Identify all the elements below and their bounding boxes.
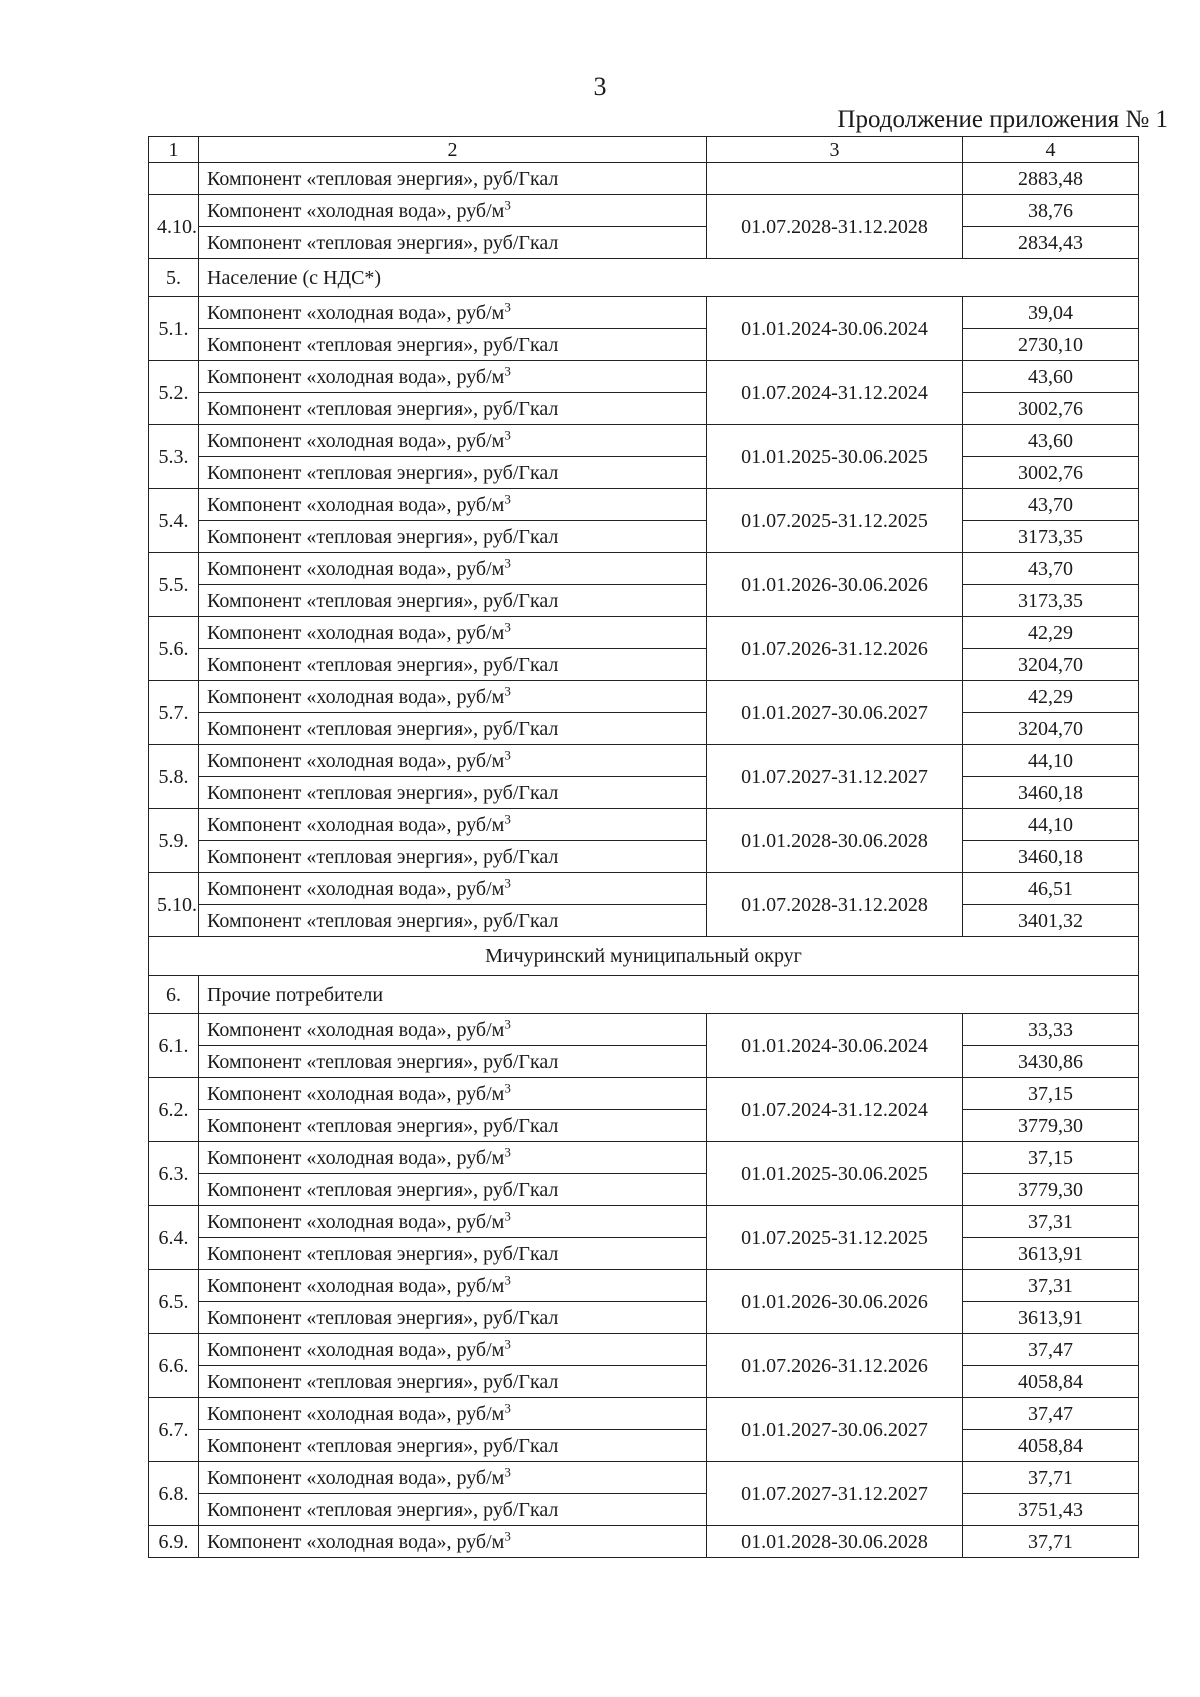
component-label-heat-energy: Компонент «тепловая энергия», руб/Гкал — [199, 585, 707, 617]
superscript-3: 3 — [504, 1207, 511, 1223]
component-label-cold-water — [199, 195, 707, 227]
component-label-heat-energy: Компонент «тепловая энергия», руб/Гкал — [199, 1366, 707, 1398]
component-label-cold-water — [199, 809, 707, 841]
component-label-text: Компонент «холодная вода», руб/м — [207, 1530, 505, 1553]
table-row-heat-energy — [149, 227, 1139, 259]
header-cell: 4 — [963, 137, 1139, 163]
period-cell: 01.07.2027-31.12.2027 — [707, 745, 963, 809]
period-cell: 01.01.2024-30.06.2024 — [707, 1014, 963, 1078]
header-cell: 1 — [149, 137, 199, 163]
header-cell: 3 — [707, 137, 963, 163]
period-cell: 01.07.2024-31.12.2024 — [707, 361, 963, 425]
row-number: 6.5. — [149, 1270, 199, 1334]
tariff-table-body — [149, 137, 1139, 1558]
period-cell: 01.07.2026-31.12.2026 — [707, 617, 963, 681]
period-cell: 01.07.2025-31.12.2025 — [707, 1206, 963, 1270]
table-row-heat-energy — [149, 713, 1139, 745]
table-row-cold-water — [149, 745, 1139, 777]
continuation-title: Продолжение приложения № 1 — [837, 106, 1168, 133]
table-row-cold-water — [149, 297, 1139, 329]
period-cell: 01.01.2026-30.06.2026 — [707, 553, 963, 617]
component-label-text: Компонент «холодная вода», руб/м — [207, 365, 505, 388]
component-label-cold-water — [199, 1014, 707, 1046]
row-number: 6.3. — [149, 1142, 199, 1206]
component-label-cold-water — [199, 361, 707, 393]
component-label-heat-energy: Компонент «тепловая энергия», руб/Гкал — [199, 841, 707, 873]
period-cell: 01.01.2026-30.06.2026 — [707, 1270, 963, 1334]
component-label-cold-water — [199, 1142, 707, 1174]
component-label-text: Компонент «холодная вода», руб/м — [207, 1018, 505, 1041]
component-label-heat-energy: Компонент «тепловая энергия», руб/Гкал — [199, 393, 707, 425]
row-number-cell — [149, 163, 199, 195]
period-cell: 01.01.2028-30.06.2028 — [707, 809, 963, 873]
table-row-cold-water — [149, 617, 1139, 649]
component-label-heat-energy: Компонент «тепловая энергия», руб/Гкал — [199, 713, 707, 745]
heat-energy-value: 3613,91 — [963, 1238, 1139, 1270]
component-label-cold-water — [199, 1270, 707, 1302]
row-number: 5.4. — [149, 489, 199, 553]
component-label-text: Компонент «холодная вода», руб/м — [207, 1402, 505, 1425]
component-label-cold-water — [199, 1334, 707, 1366]
table-row-cold-water — [149, 1270, 1139, 1302]
cold-water-value: 37,71 — [963, 1526, 1139, 1558]
component-label-cold-water — [199, 553, 707, 585]
period-cell: 01.07.2025-31.12.2025 — [707, 489, 963, 553]
table-row-heat-energy — [149, 1430, 1139, 1462]
component-label-heat-energy: Компонент «тепловая энергия», руб/Гкал — [199, 329, 707, 361]
table-row-heat-energy — [149, 393, 1139, 425]
component-label-cold-water — [199, 1462, 707, 1494]
table-row-heat-energy — [149, 457, 1139, 489]
heat-energy-value: 3779,30 — [963, 1174, 1139, 1206]
row-number: 6.6. — [149, 1334, 199, 1398]
component-label-heat-energy: Компонент «тепловая энергия», руб/Гкал — [199, 1494, 707, 1526]
row-number: 4.10. — [149, 195, 199, 259]
superscript-3: 3 — [504, 1399, 511, 1415]
superscript-3: 3 — [504, 1463, 511, 1479]
component-label-text: Компонент «холодная вода», руб/м — [207, 1338, 505, 1361]
cold-water-value: 44,10 — [963, 809, 1139, 841]
component-label-cold-water — [199, 1078, 707, 1110]
component-label-heat-energy: Компонент «тепловая энергия», руб/Гкал — [199, 1302, 707, 1334]
superscript-3: 3 — [504, 874, 511, 890]
table-row-heat-energy — [149, 1046, 1139, 1078]
component-label-cold-water — [199, 873, 707, 905]
heat-energy-value: 3779,30 — [963, 1110, 1139, 1142]
cold-water-value: 37,31 — [963, 1270, 1139, 1302]
component-label-text: Компонент «холодная вода», руб/м — [207, 1146, 505, 1169]
table-row-heat-energy — [149, 905, 1139, 937]
district-row — [149, 937, 1139, 976]
component-label-text: Компонент «холодная вода», руб/м — [207, 877, 505, 900]
component-label-text: Компонент «холодная вода», руб/м — [207, 621, 505, 644]
table-row-heat-energy — [149, 841, 1139, 873]
row-number: 6.2. — [149, 1078, 199, 1142]
heat-energy-value: 3204,70 — [963, 649, 1139, 681]
table-row-heat-energy — [149, 1238, 1139, 1270]
superscript-3: 3 — [504, 1335, 511, 1351]
heat-energy-value: 2834,43 — [963, 227, 1139, 259]
cold-water-value: 37,47 — [963, 1398, 1139, 1430]
table-row-cold-water — [149, 553, 1139, 585]
table-row-cold-water — [149, 681, 1139, 713]
row-number: 5.6. — [149, 617, 199, 681]
cold-water-value: 46,51 — [963, 873, 1139, 905]
district-title: Мичуринский муниципальный округ — [149, 937, 1139, 976]
superscript-3: 3 — [504, 746, 511, 762]
component-label-cold-water — [199, 1398, 707, 1430]
table-row-cold-water — [149, 195, 1139, 227]
table-row-heat-energy — [149, 1366, 1139, 1398]
component-label-heat-energy: Компонент «тепловая энергия», руб/Гкал — [199, 457, 707, 489]
row-number: 6.8. — [149, 1462, 199, 1526]
section-row — [149, 976, 1139, 1014]
heat-energy-value: 3613,91 — [963, 1302, 1139, 1334]
cold-water-value: 44,10 — [963, 745, 1139, 777]
component-label-cold-water — [199, 297, 707, 329]
period-cell: 01.01.2028-30.06.2028 — [707, 1526, 963, 1558]
superscript-3: 3 — [504, 1015, 511, 1031]
component-label-cold-water — [199, 425, 707, 457]
table-row-heat-energy — [149, 777, 1139, 809]
cold-water-value: 38,76 — [963, 195, 1139, 227]
component-label-cold-water — [199, 1206, 707, 1238]
period-cell: 01.01.2027-30.06.2027 — [707, 681, 963, 745]
period-cell: 01.01.2024-30.06.2024 — [707, 297, 963, 361]
period-cell — [707, 163, 963, 195]
table-row-cold-water — [149, 425, 1139, 457]
heat-energy-value: 3002,76 — [963, 393, 1139, 425]
period-cell: 01.01.2025-30.06.2025 — [707, 425, 963, 489]
row-number: 5.10. — [149, 873, 199, 937]
table-row-heat-energy — [149, 649, 1139, 681]
table-row-heat-energy — [149, 329, 1139, 361]
table-row-cold-water — [149, 1014, 1139, 1046]
component-label-cold-water — [199, 617, 707, 649]
cold-water-value: 37,47 — [963, 1334, 1139, 1366]
component-label-cold-water — [199, 1526, 707, 1558]
component-label-heat-energy: Компонент «тепловая энергия», руб/Гкал — [199, 649, 707, 681]
superscript-3: 3 — [504, 682, 511, 698]
row-number: 5.2. — [149, 361, 199, 425]
cold-water-value: 43,70 — [963, 489, 1139, 521]
heat-energy-value: 2730,10 — [963, 329, 1139, 361]
superscript-3: 3 — [504, 810, 511, 826]
table-row-cold-water — [149, 1078, 1139, 1110]
cold-water-value: 39,04 — [963, 297, 1139, 329]
period-cell: 01.07.2028-31.12.2028 — [707, 195, 963, 259]
component-label-text: Компонент «холодная вода», руб/м — [207, 301, 505, 324]
component-label-heat-energy: Компонент «тепловая энергия», руб/Гкал — [199, 521, 707, 553]
component-label-text: Компонент «холодная вода», руб/м — [207, 429, 505, 452]
period-cell: 01.01.2027-30.06.2027 — [707, 1398, 963, 1462]
component-label-heat-energy: Компонент «тепловая энергия», руб/Гкал — [199, 777, 707, 809]
superscript-3: 3 — [504, 362, 511, 378]
table-row-cold-water — [149, 1334, 1139, 1366]
superscript-3: 3 — [504, 1271, 511, 1287]
table-row-heat-energy — [149, 1302, 1139, 1334]
row-number: 6.7. — [149, 1398, 199, 1462]
component-label-text: Компонент «холодная вода», руб/м — [207, 1082, 505, 1105]
heat-energy-value: 3751,43 — [963, 1494, 1139, 1526]
superscript-3: 3 — [504, 554, 511, 570]
period-cell: 01.07.2026-31.12.2026 — [707, 1334, 963, 1398]
table-row-heat-energy — [149, 585, 1139, 617]
heat-energy-value: 4058,84 — [963, 1430, 1139, 1462]
page-number: 3 — [593, 72, 607, 101]
component-label-text: Компонент «холодная вода», руб/м — [207, 685, 505, 708]
row-number: 5.9. — [149, 809, 199, 873]
period-cell: 01.07.2027-31.12.2027 — [707, 1462, 963, 1526]
heat-energy-value: 3002,76 — [963, 457, 1139, 489]
row-number: 6.1. — [149, 1014, 199, 1078]
table-row-heat-energy — [149, 1494, 1139, 1526]
superscript-3: 3 — [504, 1143, 511, 1159]
row-number: 5.8. — [149, 745, 199, 809]
heat-energy-value: 3460,18 — [963, 777, 1139, 809]
heat-energy-value: 3460,18 — [963, 841, 1139, 873]
row-number: 5.5. — [149, 553, 199, 617]
header-cell: 2 — [199, 137, 707, 163]
section-title: Население (с НДС*) — [199, 259, 1139, 297]
table-row-cold-water — [149, 809, 1139, 841]
component-label-text: Компонент «холодная вода», руб/м — [207, 493, 505, 516]
table-row-cold-water — [149, 1462, 1139, 1494]
component-label-cold-water — [199, 489, 707, 521]
section-number: 5. — [149, 259, 199, 297]
superscript-3: 3 — [504, 1079, 511, 1095]
table-row-heat-energy — [149, 1174, 1139, 1206]
component-label-text: Компонент «холодная вода», руб/м — [207, 199, 505, 222]
heat-energy-value: 3430,86 — [963, 1046, 1139, 1078]
table-row-cold-water — [149, 873, 1139, 905]
heat-energy-value: 3401,32 — [963, 905, 1139, 937]
superscript-3: 3 — [504, 1527, 511, 1543]
cold-water-value: 43,70 — [963, 553, 1139, 585]
period-cell: 01.01.2025-30.06.2025 — [707, 1142, 963, 1206]
component-label-text: Компонент «холодная вода», руб/м — [207, 1274, 505, 1297]
superscript-3: 3 — [504, 426, 511, 442]
superscript-3: 3 — [504, 196, 511, 212]
heat-value: 2883,48 — [963, 163, 1139, 195]
table-header-row — [149, 137, 1139, 163]
component-label-text: Компонент «холодная вода», руб/м — [207, 749, 505, 772]
heat-energy-value: 3173,35 — [963, 585, 1139, 617]
section-number: 6. — [149, 976, 199, 1014]
row-number: 6.4. — [149, 1206, 199, 1270]
period-cell: 01.07.2028-31.12.2028 — [707, 873, 963, 937]
superscript-3: 3 — [504, 490, 511, 506]
table-row-cold-water — [149, 489, 1139, 521]
table-row-heat-energy — [149, 1110, 1139, 1142]
component-label-heat-energy: Компонент «тепловая энергия», руб/Гкал — [199, 227, 707, 259]
section-title: Прочие потребители — [199, 976, 1139, 1014]
cold-water-value: 42,29 — [963, 681, 1139, 713]
table-row-cold-water — [149, 1398, 1139, 1430]
component-label-heat-energy: Компонент «тепловая энергия», руб/Гкал — [199, 1046, 707, 1078]
cold-water-value: 37,31 — [963, 1206, 1139, 1238]
cold-water-value: 37,15 — [963, 1078, 1139, 1110]
cold-water-value: 43,60 — [963, 425, 1139, 457]
component-label-heat-energy: Компонент «тепловая энергия», руб/Гкал — [199, 1110, 707, 1142]
row-number: 5.7. — [149, 681, 199, 745]
row-number: 6.9. — [149, 1526, 199, 1558]
superscript-3: 3 — [504, 298, 511, 314]
table-row-cold-water — [149, 361, 1139, 393]
section-row — [149, 259, 1139, 297]
table-row-cold-water — [149, 1206, 1139, 1238]
component-label-text: Компонент «холодная вода», руб/м — [207, 557, 505, 580]
heat-energy-value: 4058,84 — [963, 1366, 1139, 1398]
cold-water-value: 33,33 — [963, 1014, 1139, 1046]
table-row — [149, 163, 1139, 195]
component-label-heat-energy: Компонент «тепловая энергия», руб/Гкал — [199, 1430, 707, 1462]
table-row-heat-energy — [149, 521, 1139, 553]
component-label-text: Компонент «холодная вода», руб/м — [207, 1466, 505, 1489]
component-label-heat-energy: Компонент «тепловая энергия», руб/Гкал — [199, 1174, 707, 1206]
component-label-heat-energy: Компонент «тепловая энергия», руб/Гкал — [199, 1238, 707, 1270]
component-label-cold-water — [199, 745, 707, 777]
period-cell: 01.07.2024-31.12.2024 — [707, 1078, 963, 1142]
component-label: Компонент «тепловая энергия», руб/Гкал — [199, 163, 707, 195]
component-label-cold-water — [199, 681, 707, 713]
heat-energy-value: 3173,35 — [963, 521, 1139, 553]
cold-water-value: 42,29 — [963, 617, 1139, 649]
cold-water-value: 37,15 — [963, 1142, 1139, 1174]
row-number: 5.1. — [149, 297, 199, 361]
component-label-text: Компонент «холодная вода», руб/м — [207, 813, 505, 836]
row-number: 5.3. — [149, 425, 199, 489]
table-row-cold-water — [149, 1526, 1139, 1558]
component-label-heat-energy: Компонент «тепловая энергия», руб/Гкал — [199, 905, 707, 937]
table-row-cold-water — [149, 1142, 1139, 1174]
superscript-3: 3 — [504, 618, 511, 634]
cold-water-value: 43,60 — [963, 361, 1139, 393]
component-label-text: Компонент «холодная вода», руб/м — [207, 1210, 505, 1233]
heat-energy-value: 3204,70 — [963, 713, 1139, 745]
tariff-table — [148, 136, 1139, 1558]
cold-water-value: 37,71 — [963, 1462, 1139, 1494]
